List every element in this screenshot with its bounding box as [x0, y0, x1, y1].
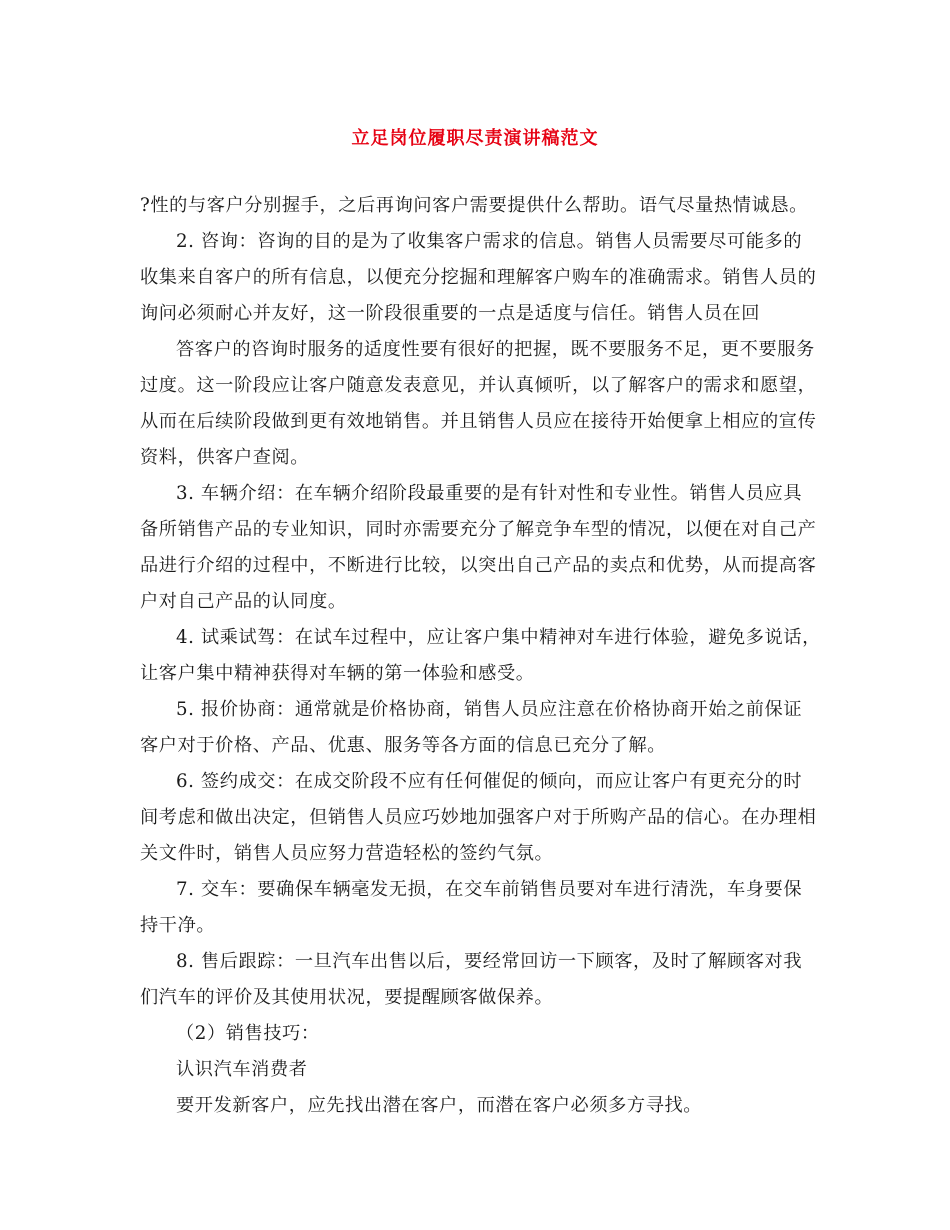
paragraph-line: 收集来自客户的所有信息，以便充分挖掘和理解客户购车的准确需求。销售人员的: [140, 267, 817, 288]
paragraph-line: 8. 售后跟踪：一旦汽车出售以后，要经常回访一下顾客，及时了解顾客对我: [176, 951, 803, 972]
paragraph-line: 们汽车的评价及其使用状况，要提醒顾客做保养。: [140, 987, 554, 1008]
paragraph-line: 5. 报价协商：通常就是价格协商，销售人员应注意在价格协商开始之前保证: [176, 699, 803, 720]
paragraph-line: 品进行介绍的过程中，不断进行比较，以突出自己产品的卖点和优势，从而提高客: [140, 555, 817, 576]
paragraph-line: 6. 签约成交：在成交阶段不应有任何催促的倾向，而应让客户有更充分的时: [176, 771, 803, 792]
paragraph-line: 从而在后续阶段做到更有效地销售。并且销售人员应在接待开始便拿上相应的宣传: [140, 411, 817, 432]
paragraph-line: 过度。这一阶段应让客户随意发表意见，并认真倾听，以了解客户的需求和愿望，: [140, 375, 817, 396]
paragraph-line: 关文件时，销售人员应努力营造轻松的签约气氛。: [140, 843, 554, 864]
page-title: 立足岗位履职尽责演讲稿范文: [351, 128, 599, 149]
paragraph-line: 2. 咨询：咨询的目的是为了收集客户需求的信息。销售人员需要尽可能多的: [176, 231, 803, 252]
paragraph-line: 备所销售产品的专业知识，同时亦需要充分了解竞争车型的情况，以便在对自己产: [140, 519, 817, 540]
paragraph-line: 4. 试乘试驾：在试车过程中，应让客户集中精神对车进行体验，避免多说话，: [176, 627, 821, 648]
paragraph-line: 要开发新客户，应先找出潜在客户，而潜在客户必须多方寻找。: [176, 1095, 703, 1116]
paragraph-line: 答客户的咨询时服务的适度性要有很好的把握，既不要服务不足，更不要服务: [176, 339, 815, 360]
paragraph-line: 间考虑和做出决定，但销售人员应巧妙地加强客户对于所购产品的信心。在办理相: [140, 807, 817, 828]
paragraph-line: ?性的与客户分别握手，之后再询问客户需要提供什么帮助。语气尽量热情诚恳。: [140, 195, 808, 216]
paragraph-line: 持干净。: [140, 915, 216, 936]
paragraph-line: 7. 交车：要确保车辆毫发无损，在交车前销售员要对车进行清洗，车身要保: [176, 879, 803, 900]
paragraph-line: 让客户集中精神获得对车辆的第一体验和感受。: [140, 663, 535, 684]
section-heading: （2）销售技巧：: [176, 1023, 320, 1044]
paragraph-line: 3. 车辆介绍：在车辆介绍阶段最重要的是有针对性和专业性。销售人员应具: [176, 483, 803, 504]
paragraph-line: 客户对于价格、产品、优惠、服务等各方面的信息已充分了解。: [140, 735, 667, 756]
paragraph-line: 资料，供客户查阅。: [140, 447, 310, 468]
subheading: 认识汽车消费者: [176, 1059, 308, 1080]
paragraph-line: 户对自己产品的认同度。: [140, 591, 347, 612]
paragraph-line: 询问必须耐心并友好，这一阶段很重要的一点是适度与信任。销售人员在回: [140, 303, 760, 324]
